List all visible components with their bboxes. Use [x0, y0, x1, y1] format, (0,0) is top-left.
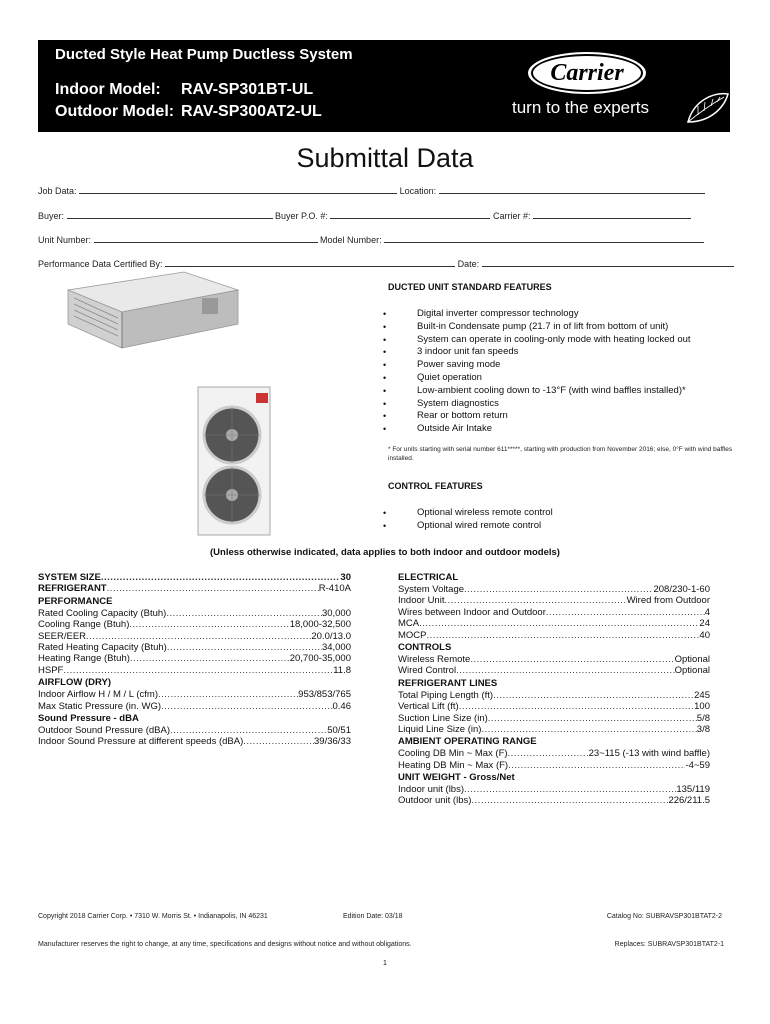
indoor-model-line — [55, 81, 313, 99]
spec-value: 11.8 — [333, 664, 351, 676]
list-item: • Digital inverter compressor technology — [383, 308, 691, 321]
disclaimer: Manufacturer reserves the right to change, at any time, specifications and designs without notice and without obligations. — [38, 941, 412, 948]
features-footnote: * For units starting with serial number 611*****, starting with production from November 2016; else, 0°F with wind baffles installed. — [388, 446, 733, 462]
spec-row — [38, 642, 351, 653]
spec-key: Wires between Indoor and Outdoor — [398, 606, 546, 618]
spec-value: 30,000 — [321, 607, 351, 619]
tagline: turn to the experts — [512, 98, 650, 117]
controls-heading: CONTROLS — [398, 641, 452, 653]
outdoor-model-value: RAV-SP300AT2-UL — [181, 103, 322, 120]
spec-value: 245 — [694, 689, 710, 701]
ducted-features-heading: DUCTED UNIT STANDARD FEATURES — [388, 282, 552, 292]
spec-row — [38, 736, 351, 747]
spec-value: 39/36/33 — [314, 736, 351, 748]
spec-row — [38, 725, 351, 736]
spec-row — [38, 689, 351, 700]
carrier-logo — [528, 52, 646, 94]
unit-number-line — [38, 233, 704, 245]
spec-key: System Voltage — [398, 584, 465, 595]
applies-note: (Unless otherwise indicated, data applies to both indoor and outdoor models) — [210, 547, 560, 558]
spec-key: Rated Heating Capacity (Btuh) — [38, 641, 167, 653]
list-item: • Optional wired remote control — [383, 520, 553, 533]
control-features-list — [383, 507, 553, 533]
spec-key: Indoor unit (lbs) — [398, 784, 465, 796]
perf-cert-label: Performance Data Certified By: — [38, 259, 163, 269]
buyer-field[interactable] — [67, 209, 273, 219]
job-data-label: Job Data: — [38, 186, 77, 196]
control-features-heading: CONTROL FEATURES — [388, 481, 483, 491]
list-item: • 3 indoor unit fan speeds — [383, 346, 691, 359]
performance-heading: PERFORMANCE — [38, 595, 113, 607]
outdoor-unit-image — [192, 383, 276, 543]
indoor-model-value: RAV-SP301BT-UL — [181, 81, 314, 98]
spec-key: Total Piping Length (ft) — [398, 689, 494, 701]
weight-heading: UNIT WEIGHT - Gross/Net — [398, 772, 515, 784]
carrier-logo-text: Carrier — [531, 54, 643, 92]
spec-value: 953/853/765 — [298, 689, 351, 701]
spec-value: 208/230-1-60 — [653, 584, 710, 595]
list-item: • System can operate in cooling-only mode with heating locked out — [383, 334, 691, 347]
spec-value: 18,000-32,500 — [289, 619, 351, 631]
list-item: • System diagnostics — [383, 398, 691, 411]
spec-value: Optional — [674, 653, 710, 665]
spec-row — [398, 724, 710, 735]
copyright: Copyright 2018 Carrier Corp. • 7310 W. Morris St. • Indianapolis, IN 46231 — [38, 913, 268, 920]
outdoor-model-label: Outdoor Model: — [55, 103, 175, 120]
specs-right — [398, 572, 710, 807]
ambient-heading: AMBIENT OPERATING RANGE — [398, 736, 537, 748]
spec-key: Outdoor unit (lbs) — [398, 795, 472, 807]
list-item: • Built-in Condensate pump (21.7 in of lift from bottom of unit) — [383, 321, 691, 334]
spec-row — [398, 607, 710, 618]
location-field[interactable] — [439, 184, 705, 194]
perf-cert-field[interactable] — [165, 257, 455, 267]
carrier-no-label: Carrier #: — [492, 211, 531, 221]
spec-key: SYSTEM SIZE — [38, 572, 101, 583]
electrical-heading: ELECTRICAL — [398, 572, 459, 583]
spec-key: Rated Cooling Capacity (Btuh) — [38, 607, 167, 619]
model-number-field[interactable] — [384, 233, 704, 243]
unit-number-label: Unit Number: — [38, 235, 92, 245]
buyer-line — [38, 209, 691, 221]
spec-value: Wired from Outdoor — [626, 595, 710, 607]
list-item: • Quiet operation — [383, 372, 691, 385]
spec-value: 23~115 (-13 with wind baffle) — [588, 748, 710, 760]
page-title: Submittal Data — [296, 143, 474, 173]
outdoor-model-line — [55, 103, 322, 121]
specs-left — [38, 572, 351, 748]
spec-row — [38, 608, 351, 619]
spec-row — [398, 654, 710, 665]
spec-row — [398, 713, 710, 724]
spec-key: MOCP — [398, 629, 427, 641]
spec-key: Heating DB Min ~ Max (F) — [398, 759, 509, 771]
airflow-heading: AIRFLOW (DRY) — [38, 677, 111, 689]
list-item: • Low-ambient cooling down to -13°F (with wind baffles installed)* — [383, 385, 691, 398]
spec-row — [398, 795, 710, 806]
spec-row — [38, 619, 351, 630]
spec-row — [398, 595, 710, 606]
spec-key: HSPF — [38, 664, 64, 676]
spec-key: Indoor Unit — [398, 595, 445, 607]
spec-key: Cooling Range (Btuh) — [38, 619, 130, 631]
buyer-po-label: Buyer P.O. #: — [275, 211, 328, 221]
spec-key: Indoor Airflow H / M / L (cfm) — [38, 689, 159, 701]
spec-key: Indoor Sound Pressure at different speeds (dBA) — [38, 736, 244, 748]
job-data-field[interactable] — [79, 184, 397, 194]
ducted-features-list — [383, 308, 691, 436]
spec-key: Cooling DB Min ~ Max (F) — [398, 748, 508, 760]
spec-value: 24 — [699, 618, 710, 630]
spec-key: Wired Control — [398, 665, 457, 677]
spec-value: 40 — [699, 629, 710, 641]
spec-key: Suction Line Size (in) — [398, 712, 488, 724]
spec-row — [398, 630, 710, 641]
list-item: • Rear or bottom return — [383, 410, 691, 423]
spec-row — [398, 784, 710, 795]
date-field[interactable] — [482, 257, 734, 267]
spec-value: 34,000 — [321, 641, 351, 653]
spec-row — [398, 701, 710, 712]
spec-row — [38, 631, 351, 642]
header-title: Ducted Style Heat Pump Ductless System — [55, 46, 353, 63]
spec-row — [398, 760, 710, 771]
spec-value: 4 — [704, 606, 710, 618]
spec-row — [38, 701, 351, 712]
spec-value: 30 — [340, 572, 351, 583]
refrigerant-lines-heading: REFRIGERANT LINES — [398, 677, 498, 689]
job-data-line — [38, 184, 705, 196]
replaces: Replaces: SUBRAVSP301BTAT2-1 — [614, 941, 724, 948]
spec-value: 5/8 — [696, 712, 710, 724]
spec-key: Liquid Line Size (in) — [398, 723, 482, 735]
spec-key: Outdoor Sound Pressure (dBA) — [38, 724, 171, 736]
list-item: • Outside Air Intake — [383, 423, 691, 436]
spec-value: 20,700-35,000 — [289, 653, 351, 665]
spec-value: 50/51 — [327, 724, 351, 736]
spec-value: 3/8 — [696, 723, 710, 735]
spec-value: 0.46 — [332, 700, 351, 712]
spec-row — [398, 584, 710, 595]
date-label: Date: — [457, 259, 480, 269]
carrier-no-field[interactable] — [533, 209, 691, 219]
edition-date: Edition Date: 03/18 — [343, 913, 403, 920]
catalog-number: Catalog No: SUBRAVSP301BTAT2-2 — [606, 913, 722, 920]
header-banner — [38, 40, 730, 132]
spec-value: R-410A — [318, 583, 351, 595]
spec-key: Wireless Remote — [398, 653, 471, 665]
spec-row — [38, 583, 351, 594]
spec-row — [398, 690, 710, 701]
spec-value: Optional — [674, 665, 710, 677]
indoor-unit-image — [62, 268, 244, 352]
spec-key: REFRIGERANT — [38, 583, 107, 595]
spec-row — [398, 665, 710, 676]
list-item: • Optional wireless remote control — [383, 507, 553, 520]
spec-key: MCA — [398, 618, 420, 630]
spec-key: SEER/EER — [38, 630, 87, 642]
leaf-icon — [684, 90, 730, 126]
buyer-po-field[interactable] — [330, 209, 490, 219]
spec-key: Vertical Lift (ft) — [398, 701, 459, 713]
spec-value: 226/211.5 — [668, 795, 710, 807]
sound-heading: Sound Pressure - dBA — [38, 712, 139, 724]
buyer-label: Buyer: — [38, 211, 65, 221]
spec-value: 135/119 — [676, 784, 710, 796]
spec-row — [38, 665, 351, 676]
indoor-model-label: Indoor Model: — [55, 81, 161, 98]
spec-key: Max Static Pressure (in. WG) — [38, 700, 161, 712]
spec-row — [38, 653, 351, 664]
model-number-label: Model Number: — [320, 235, 382, 245]
list-item: • Power saving mode — [383, 359, 691, 372]
location-label: Location: — [399, 186, 437, 196]
page-number: 1 — [383, 960, 387, 967]
spec-key: Heating Range (Btuh) — [38, 653, 130, 665]
spec-row — [398, 748, 710, 759]
spec-value: -4~59 — [685, 759, 710, 771]
spec-row — [398, 618, 710, 629]
spec-row — [38, 572, 351, 583]
spec-value: 100 — [694, 701, 710, 713]
unit-number-field[interactable] — [94, 233, 318, 243]
spec-value: 20.0/13.0 — [311, 630, 351, 642]
